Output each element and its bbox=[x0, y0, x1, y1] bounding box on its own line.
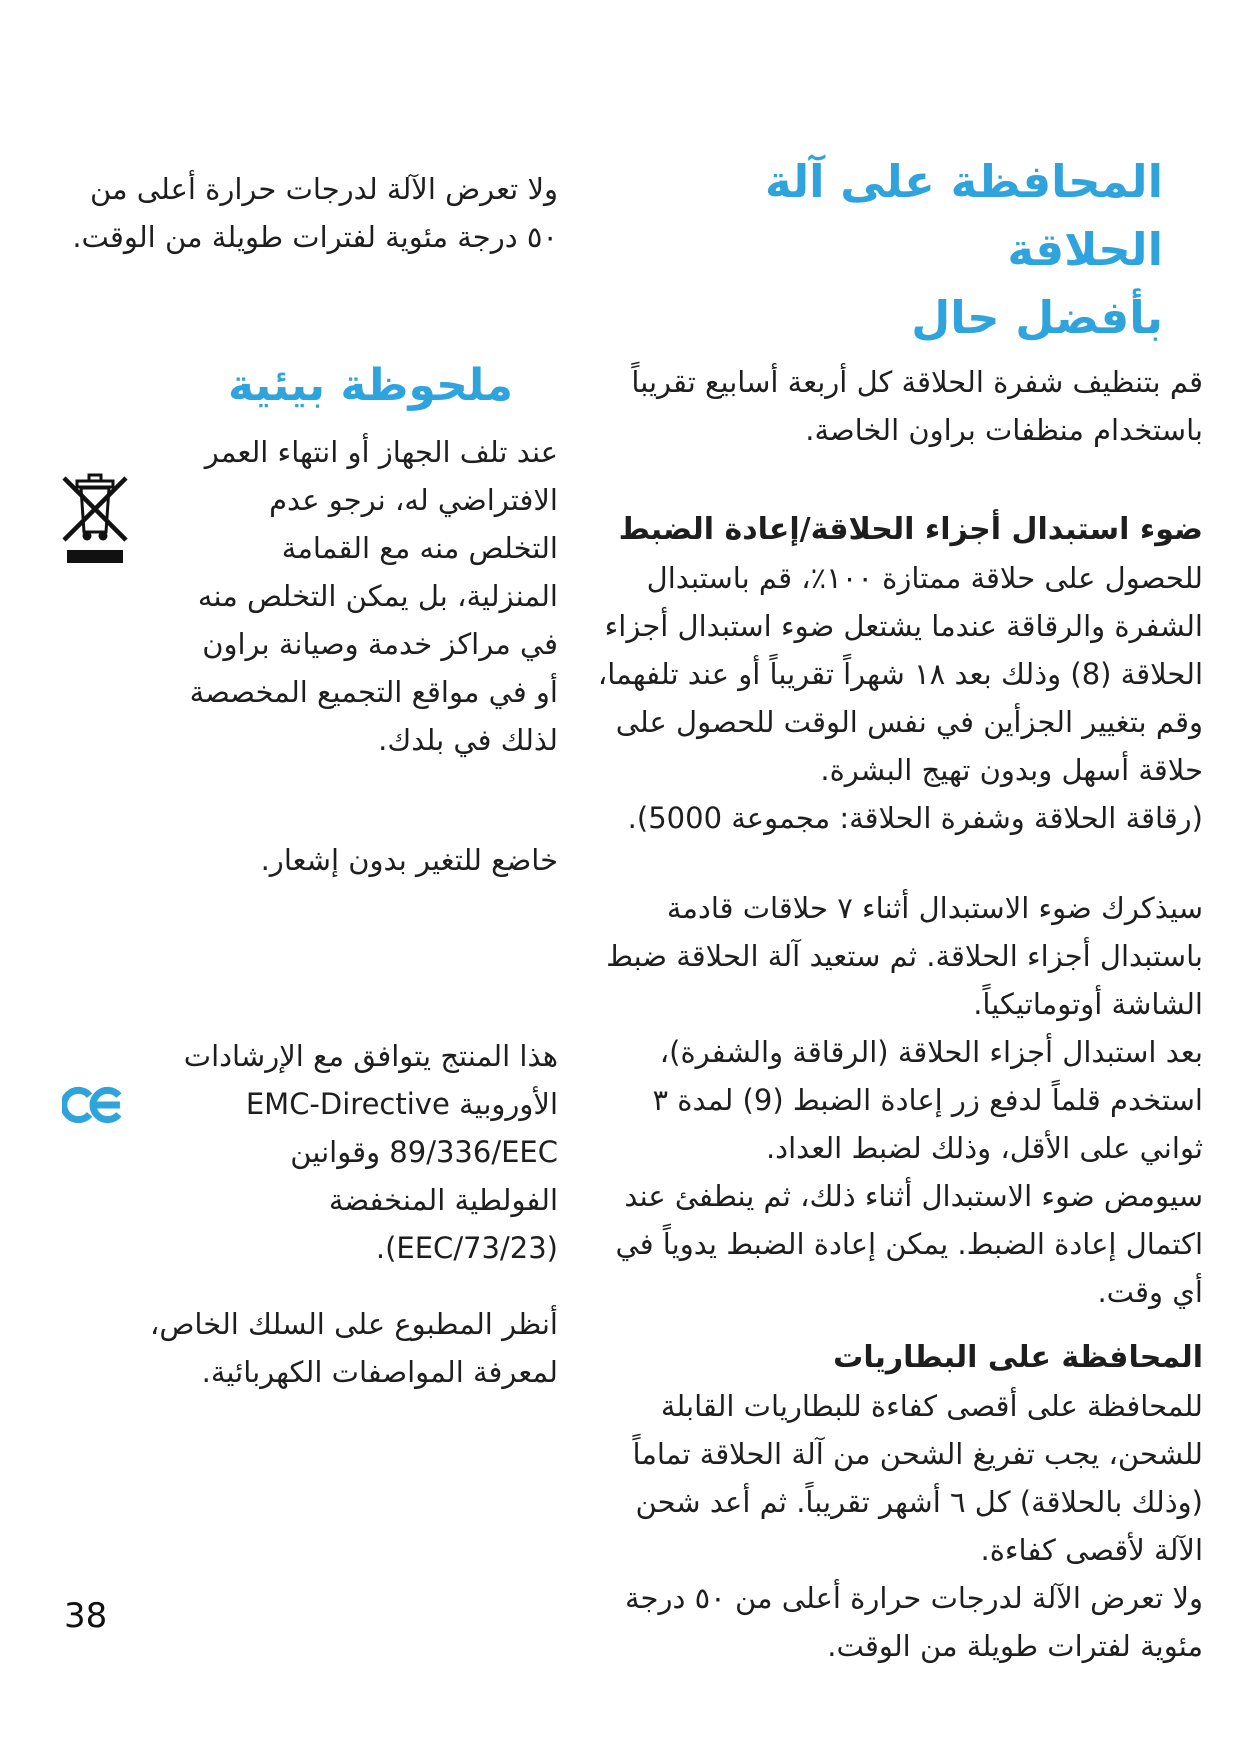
replacement-parts-note: (رقاقة الحلاقة وشفرة الحلاقة: مجموعة 5000). bbox=[627, 801, 1203, 835]
environment-section-heading: ملحوظة بيئية bbox=[227, 360, 513, 411]
battery-section-heading: المحافظة على البطاريات bbox=[833, 1340, 1203, 1375]
page-title-line1: المحافظة على آلة الحلاقة bbox=[765, 155, 1163, 276]
replacement-paragraph-2: سيذكرك ضوء الاستبدال أثناء ٧ حلاقات قادمة باستبدال أجزاء الحلاقة. ثم ستعيد آلة الحلاقة ضبط الشاشة أوتوماتيكياً. bbox=[606, 891, 1203, 1021]
environment-paragraph: عند تلف الجهاز أو انتهاء العمر الافتراضي له، نرجو عدم التخلص منه مع القمامة المنزلية، بل يمكن التخلص منه في مراكز خدمة وصيانة براون أو في مواقع التجميع المخصصة لذلك في بلدك. bbox=[189, 435, 558, 757]
replacement-paragraph-4: سيومض ضوء الاستبدال أثناء ذلك، ثم ينطفئ عند اكتمال إعادة الضبط. يمكن إعادة الضبط يدوياً في أي وقت. bbox=[615, 1179, 1203, 1309]
replacement-paragraph-3: بعد استبدال أجزاء الحلاقة (الرقاقة والشفرة)، استخدم قلماً لدفع زر إعادة الضبط (9) لمدة ٣ ثواني على الأقل، وذلك لضبط العداد. bbox=[652, 1035, 1203, 1165]
battery-paragraph-2: ولا تعرض الآلة لدرجات حرارة أعلى من ٥٠ درجة مئوية لفترات طويلة من الوقت. bbox=[624, 1581, 1203, 1663]
subject-to-change-note: خاضع للتغير بدون إشعار. bbox=[260, 843, 558, 877]
temperature-note-paragraph: ولا تعرض الآلة لدرجات حرارة أعلى من ٥٠ درجة مئوية لفترات طويلة من الوقت. bbox=[72, 172, 558, 254]
replacement-paragraph-1: للحصول على حلاقة ممتازة ١٠٠٪، قم باستبدال الشفرة والرقاقة عندما يشتعل ضوء استبدال أجزاء الحلاقة (8) وذلك بعد ١٨ شهراً تقريباً أو عند تلفهما، وقم بتغيير الجزأين في نفس الوقت للحصول على حلاقة أسهل وبدون تهيج البشرة. bbox=[597, 561, 1203, 787]
cleaning-intro-paragraph: قم بتنظيف شفرة الحلاقة كل أربعة أسابيع تقريباً باستخدام منظفات براون الخاصة. bbox=[631, 365, 1203, 447]
right-column bbox=[588, 148, 1203, 1670]
page-title bbox=[588, 148, 1163, 352]
ce-mark-icon bbox=[62, 1074, 124, 1136]
compliance-paragraph-block bbox=[60, 1032, 558, 1272]
cord-specifications-paragraph: أنظر المطبوع على السلك الخاص، لمعرفة المواصفات الكهربائية. bbox=[149, 1307, 558, 1389]
weee-crossed-out-bin-icon bbox=[62, 470, 128, 566]
environment-paragraph-block bbox=[60, 428, 558, 764]
replacement-section-heading: ضوء استبدال أجزاء الحلاقة/إعادة الضبط bbox=[618, 512, 1203, 547]
battery-paragraph-1: للمحافظة على أقصى كفاءة للبطاريات القابلة للشحن، يجب تفريغ الشحن من آلة الحلاقة تماماً (وذلك بالحلاقة) كل ٦ أشهر تقريباً. ثم أعد شحن الآلة لأقصى كفاءة. bbox=[632, 1389, 1203, 1567]
page-title-line2: بأفضل حال bbox=[911, 291, 1163, 344]
left-column bbox=[60, 165, 558, 1396]
page-number: 38 bbox=[64, 1596, 108, 1636]
compliance-paragraph: هذا المنتج يتوافق مع الإرشادات الأوروبية EMC-Directive 89/336/EEC وقوانين الفولطية المنخفضة (73/23/EEC). bbox=[183, 1039, 558, 1265]
